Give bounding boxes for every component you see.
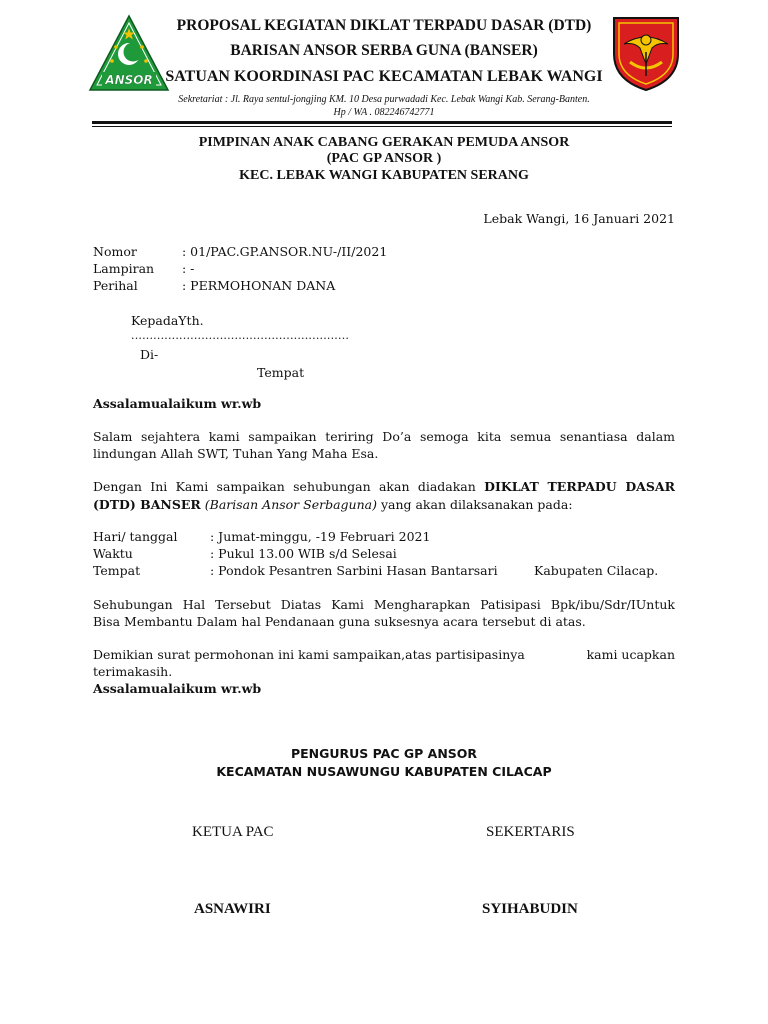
schedule-value-waktu: : Pukul 13.00 WIB s/d Selesai xyxy=(210,546,397,561)
recipient-kepada: KepadaYth. xyxy=(131,313,204,328)
para2-line1 xyxy=(93,479,675,494)
header-title-3: SATUAN KOORDINASI PAC KECAMATAN LEBAK WANGI xyxy=(165,68,603,85)
org-line-1: PIMPINAN ANAK CABANG GERAKAN PEMUDA ANSOR xyxy=(198,135,570,150)
schedule-label-waktu: Waktu xyxy=(93,546,133,561)
schedule-label-hari: Hari/ tanggal xyxy=(93,529,178,544)
signature-title-right: SEKERTARIS xyxy=(486,824,575,840)
para2-line1-text: Dengan Ini Kami sampaikan sehubungan akan diadakan xyxy=(93,479,476,494)
signature-name-right: SYIHABUDIN xyxy=(482,901,578,917)
schedule-label-tempat: Tempat xyxy=(93,563,141,578)
para2-line2-italic: (Barisan Ansor Serbaguna) xyxy=(204,497,377,512)
letter-date: Lebak Wangi, 16 Januari 2021 xyxy=(483,211,675,226)
header-title-1: PROPOSAL KEGIATAN DIKLAT TERPADU DASAR (DTD) xyxy=(176,17,592,34)
meta-value-lampiran: : - xyxy=(182,261,195,276)
para3-line1: Sehubungan Hal Tersebut Diatas Kami Mengharapkan Patisipasi Bpk/ibu/Sdr/IUntuk xyxy=(93,597,675,612)
header-rule-thick xyxy=(92,121,672,124)
schedule-value-tempat: : Pondok Pesantren Sarbini Hasan Bantarsari xyxy=(210,563,498,578)
org-line-2: (PAC GP ANSOR ) xyxy=(326,151,442,166)
para2-line2-text: yang akan dilaksanakan pada: xyxy=(380,497,573,512)
recipient-dots: ........................................................... xyxy=(131,329,350,342)
signature-name-left: ASNAWIRI xyxy=(194,901,271,917)
meta-value-perihal: : PERMOHONAN DANA xyxy=(182,278,336,293)
para2-line1-bold: DIKLAT TERPADU DASAR xyxy=(484,479,675,494)
signoff-line-2: KECAMATAN NUSAWUNGU KABUPATEN CILACAP xyxy=(216,764,552,779)
meta-label-nomor: Nomor xyxy=(93,244,137,259)
para2-line2 xyxy=(93,497,573,512)
para4-line1a: Demikian surat permohonan ini kami sampaikan,atas partisipasinya xyxy=(93,647,525,662)
meta-label-perihal: Perihal xyxy=(93,278,138,293)
schedule-value-hari: : Jumat-minggu, -19 Februari 2021 xyxy=(210,529,431,544)
svg-text:ANSOR: ANSOR xyxy=(105,73,153,87)
meta-label-lampiran: Lampiran xyxy=(93,261,155,276)
header-address: Sekretariat : Jl. Raya sentul-jongjing KM. 10 Desa purwadadi Kec. Lebak Wangi Kab. Serang-Banten. xyxy=(178,94,590,105)
meta-value-nomor: : 01/PAC.GP.ANSOR.NU-/II/2021 xyxy=(182,244,388,259)
para1-line2: lindungan Allah SWT, Tuhan Yang Maha Esa. xyxy=(93,446,379,461)
para3-line2: Bisa Membantu Dalam hal Pendanaan guna suksesnya acara tersebut di atas. xyxy=(93,614,586,629)
signoff-line-1: PENGURUS PAC GP ANSOR xyxy=(290,746,478,761)
greeting-close: Assalamualaikum wr.wb xyxy=(93,681,262,696)
recipient-tempat: Tempat xyxy=(257,365,305,380)
org-line-3: KEC. LEBAK WANGI KABUPATEN SERANG xyxy=(239,168,529,183)
para4-line2: terimakasih. xyxy=(93,664,173,679)
para4-line1b: kami ucapkan xyxy=(586,647,675,662)
para1-line1: Salam sejahtera kami sampaikan teriring Do’a semoga kita semua senantiasa dalam xyxy=(93,429,675,444)
para2-line2-bold: (DTD) BANSER xyxy=(93,497,201,512)
header-phone: Hp / WA . 082246742771 xyxy=(333,107,435,118)
signature-title-left: KETUA PAC xyxy=(192,824,274,840)
header-title-2: BARISAN ANSOR SERBA GUNA (BANSER) xyxy=(230,42,538,59)
schedule-extra-tempat: Kabupaten Cilacap. xyxy=(534,563,659,578)
greeting-open: Assalamualaikum wr.wb xyxy=(93,396,262,411)
recipient-di: Di- xyxy=(140,347,159,362)
header-rule-thin xyxy=(92,126,672,127)
